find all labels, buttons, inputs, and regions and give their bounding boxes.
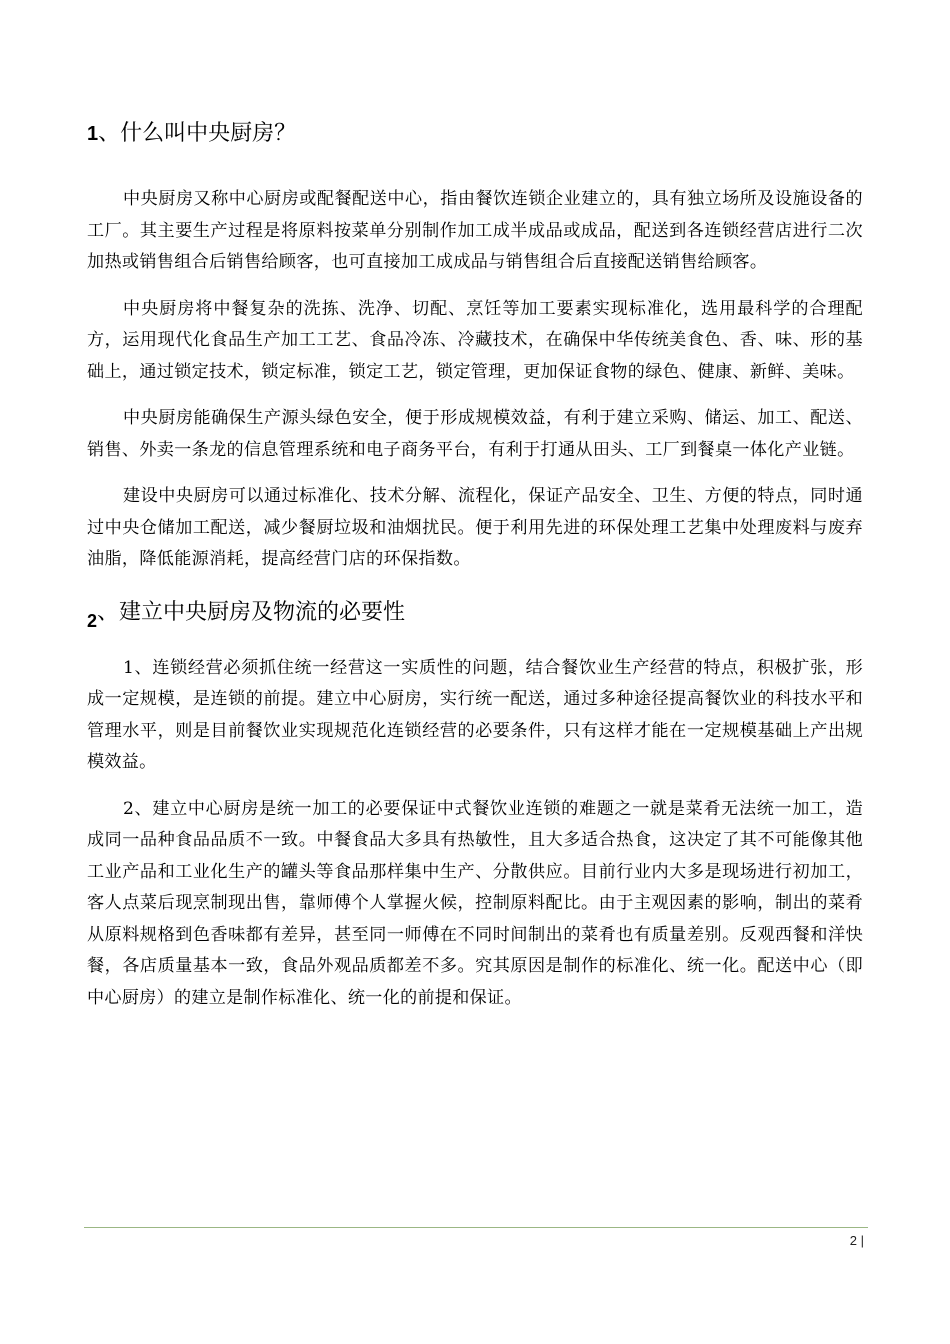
section-1-paragraph-2: 中央厨房将中餐复杂的洗拣、洗净、切配、烹饪等加工要素实现标准化，选用最科学的合理配方，运用现代化食品生产加工工艺、食品冷冻、冷藏技术，在确保中华传统美食色、香、味、形的基础上，通过锁定技术，锁定标准，锁定工艺，锁定管理，更加保证食物的绿色、健康、新鲜、美味。 [87, 298, 863, 382]
section-1-paragraph-1: 中央厨房又称中心厨房或配餐配送中心，指由餐饮连锁企业建立的，具有独立场所及设施设备的工厂。其主要生产过程是将原料按菜单分别制作加工成半成品或成品，配送到各连锁经营店进行二次加热或销售组合后销售给顾客，也可直接加工成成品与销售组合后直接配送销售给顾客。 [87, 189, 863, 272]
section-1-paragraph-3: 中央厨房能确保生产源头绿色安全，便于形成规模效益，有利于建立采购、储运、加工、配送、销售、外卖一条龙的信息管理系统和电子商务平台，有利于打通从田头、工厂到餐桌一体化产业链。 [87, 408, 863, 460]
section-1-heading [87, 112, 863, 156]
section-1-paragraph-4: 建设中央厨房可以通过标准化、技术分解、流程化，保证产品安全、卫生、方便的特点，同时通过中央仓储加工配送，减少餐厨垃圾和油烟扰民。便于利用先进的环保处理工艺集中处理废料与废弃油脂，降低能源消耗，提高经营门店的环保指数。 [87, 486, 863, 569]
section-2-title: 、建立中央厨房及物流的必要性 [97, 599, 406, 625]
section-2-number: 2 [87, 610, 98, 631]
page-number: 2 | [849, 1233, 864, 1248]
section-1-title: 、什么叫中央厨房？ [98, 121, 297, 146]
page-content [87, 112, 863, 1029]
section-2-paragraph-2: 2、建立中心厨房是统一加工的必要保证中式餐饮业连锁的难题之一就是菜肴无法统一加工，造成同一品种食品品质不一致。中餐食品大多具有热敏性，且大多适合热食，这决定了其不可能像其他工业产品和工业化生产的罐头等食品那样集中生产、分散供应。目前行业内大多是现场进行初加工，客人点菜后现烹制现出售，靠师傅个人掌握火候，控制原料配比。由于主观因素的影响，制出的菜肴从原料规格到色香味都有差异，甚至同一师傅在不同时间制出的菜肴也有质量差别。反观西餐和洋快餐，各店质量基本一致，食品外观品质都差不多。究其原因是制作的标准化、统一化。配送中心（即中心厨房）的建立是制作标准化、统一化的前提和保证。 [87, 798, 863, 1008]
section-1-number: 1 [87, 123, 99, 145]
footer-divider [84, 1227, 868, 1228]
section-2-heading [87, 591, 863, 635]
section-2-paragraph-1: 1、连锁经营必须抓住统一经营这一实质性的问题，结合餐饮业生产经营的特点，积极扩张，形成一定规模，是连锁的前提。建立中心厨房，实行统一配送，通过多种途径提高餐饮业的科技水平和管理水平，则是目前餐饮业实现规范化连锁经营的必要条件，只有这样才能在一定规模基础上产出规模效益。 [87, 657, 863, 772]
